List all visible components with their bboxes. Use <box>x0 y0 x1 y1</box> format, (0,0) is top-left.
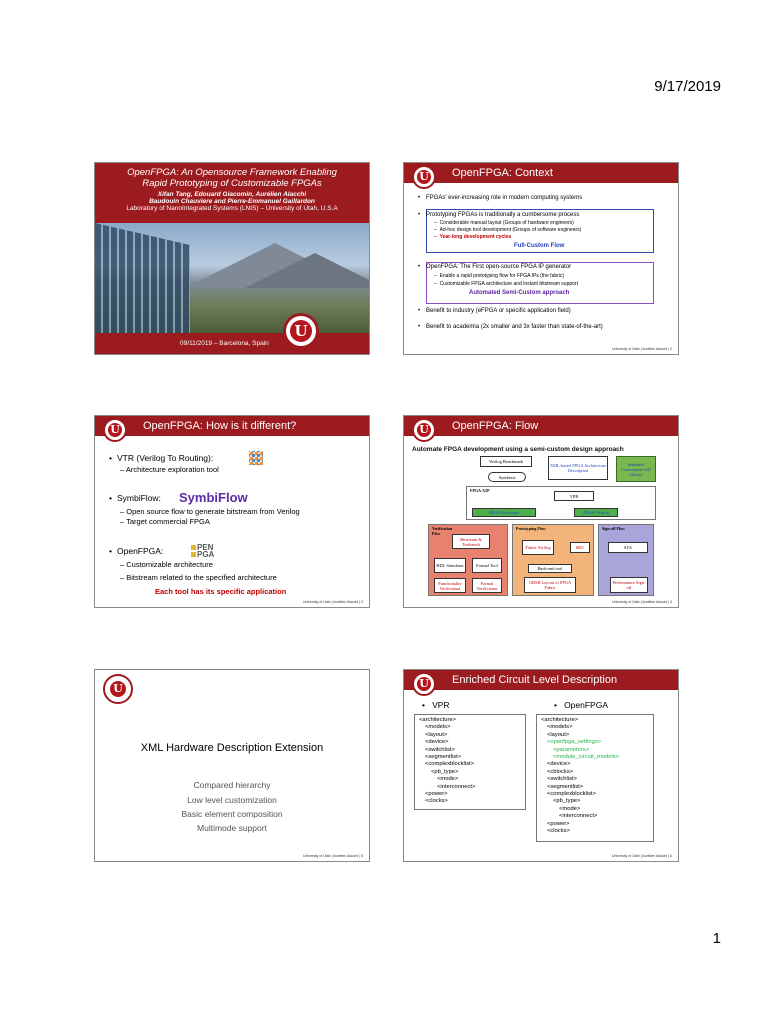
bullet-openfpga-sub-2: – Bitstream related to the specified architecture <box>120 573 277 582</box>
hdl-simulator-box: HDL Simulator <box>434 558 466 573</box>
topic-item: Low level customization <box>187 795 277 805</box>
xml-line-new: <module_circuit_models> <box>553 754 620 761</box>
xml-line: <mode> <box>437 776 459 783</box>
bitstream-testbench-box: Bitstream & Testbench <box>452 534 490 549</box>
xml-line: <power> <box>425 791 448 798</box>
campus-photo <box>95 223 369 333</box>
xml-line: <switchlist> <box>547 776 577 783</box>
xml-line: <clocks> <box>425 798 448 805</box>
xml-line: <layout> <box>425 731 448 738</box>
xml-line: <models> <box>547 724 573 731</box>
bullet-1: • FPGAs' ever-increasing role in modern computing systems <box>418 195 583 201</box>
verilog-benchmark-box: Verilog Benchmark <box>480 456 532 467</box>
formal-verification-box: Formal Verification <box>472 578 502 593</box>
formal-tool-box: Formal Tool <box>472 558 502 573</box>
bullet-2-sub-2: – Ad-hoc design tool development (Groups of software engineers) <box>434 227 582 233</box>
slide-6-circuit-description[interactable] <box>403 669 679 862</box>
slide-header: Enriched Circuit Level Description <box>404 670 678 690</box>
xml-line: <mode> <box>559 805 581 812</box>
functionality-verification-box: Functionality Verification <box>434 578 466 593</box>
xml-line: <cblocks> <box>547 768 574 775</box>
xml-line: <layout> <box>547 731 570 738</box>
utah-logo-icon: U <box>103 674 133 704</box>
gdsii-layout-box: GDSII Layout of FPGA Fabric <box>524 577 576 593</box>
verification-label: Verification Flow <box>432 526 453 536</box>
authors-line2: Baudouin Chauviere and Pierre-Emmanuel Gaillardon <box>149 198 315 205</box>
openfpga-xml-box <box>536 714 654 842</box>
bullet-symbiflow-sub-2: – Target commercial FPGA <box>120 517 210 526</box>
bullet-symbiflow: • SymbiFlow: <box>109 493 161 503</box>
bullet-2-sub-3: – Year-long development cycles <box>434 234 512 240</box>
slide-footer: University of Utah | Aurélien Alacchi | 3 <box>303 600 363 604</box>
sdc-box: SDC <box>570 542 590 553</box>
performance-signoff-box: Performance Sign-off <box>610 577 648 593</box>
utah-logo-icon: U <box>412 165 436 189</box>
slide-footer: University of Utah | Aurélien Alacchi | 5 <box>303 854 363 858</box>
page-number: 1 <box>712 930 721 947</box>
synthesis-box: Synthesis <box>488 472 526 482</box>
note-text: Each tool has its specific application <box>155 587 287 596</box>
xml-line: <switchlist> <box>425 746 455 753</box>
topic-item: Multimode support <box>197 823 267 833</box>
bullet-vtr-sub: – Architecture exploration tool <box>120 465 219 474</box>
xml-line: <device> <box>547 761 571 768</box>
xml-line: <device> <box>425 739 449 746</box>
slide-footer: University of Utah | Aurélien Alacchi | 2 <box>612 347 672 351</box>
backend-tool-box: Back-end tool <box>528 564 572 573</box>
xml-line: <complexblocklist> <box>425 761 474 768</box>
bullet-3-sub-2: – Customizable FPGA architecture and instant bitstream support <box>434 281 578 287</box>
slide-title-line2: Rapid Prototyping of Customizable FPGAs <box>142 178 322 189</box>
semi-custom-tag: Automated Semi-Custom approach <box>469 290 570 296</box>
topic-item: Compared hierarchy <box>193 780 271 790</box>
column-header-vpr: • VPR <box>422 700 450 710</box>
xml-arch-box: XML-based FPGA Architecture Description <box>548 456 608 480</box>
vpr-xml-box <box>414 714 526 810</box>
slide-header: OpenFPGA: Context <box>404 163 678 183</box>
slide-1-title[interactable] <box>94 162 370 355</box>
symbiflow-logo: SymbiFlow <box>179 490 248 505</box>
mountain-shape-2 <box>245 253 370 288</box>
column-header-openfpga: • OpenFPGA <box>554 700 608 710</box>
xml-line: <models> <box>425 724 451 731</box>
slide-title: XML Hardware Description Extension <box>140 742 324 754</box>
bullet-4: • Benefit to industry (eFPGA or specific application field) <box>418 308 571 314</box>
xml-line: <segmentlist> <box>425 754 462 761</box>
bullet-2-sub-1: – Considerable manual layout (Groups of hardware engineers) <box>434 220 574 226</box>
xml-line-new: <parameters> <box>553 746 590 753</box>
slide-4-flow[interactable] <box>403 415 679 608</box>
fpga-bitstream-box: FPGA-Bitstream <box>472 508 536 517</box>
glass-building-shape <box>95 223 190 333</box>
bullet-3-sub-1: – Enable a rapid prototyping flow for FPGA IPs (the fabric) <box>434 273 565 279</box>
slide-header: OpenFPGA: How is it different? <box>95 416 369 436</box>
vpr-box: VPR <box>554 491 594 501</box>
xml-line: <clocks> <box>547 828 570 835</box>
bullet-vtr: • VTR (Verilog To Routing): <box>109 453 214 463</box>
slide-3-comparison[interactable] <box>94 415 370 608</box>
print-date: 9/17/2019 <box>654 78 721 95</box>
slide-footer: University of Utah | Aurélien Alacchi | 4 <box>612 600 672 604</box>
openfpga-logo: PEN PGA <box>191 544 214 558</box>
std-cell-box: Standard/ Customized Cell Library <box>616 456 656 482</box>
bullet-2: • Prototyping FPGAs is traditionally a cumbersome process <box>418 212 580 218</box>
utah-logo-icon: U <box>412 418 436 442</box>
slide-5-xml-extension[interactable] <box>94 669 370 862</box>
xml-line: <architecture> <box>541 717 579 723</box>
slide-header: OpenFPGA: Flow <box>404 416 678 436</box>
xml-line: <segmentlist> <box>547 783 584 790</box>
x2p-label: FPGA-X2P <box>470 488 490 493</box>
xml-line: <power> <box>547 820 570 827</box>
signoff-label: Sign-off Flow <box>602 526 625 531</box>
title-banner <box>95 163 369 223</box>
bullet-5: • Benefit to academia (2x smaller and 3x faster than state-of-the-art) <box>418 324 603 330</box>
lab-affiliation: Laboratory of NanoIntegrated Systems (LNIS) – University of Utah, U.S.A <box>126 205 338 212</box>
xml-line: <pb_type> <box>431 768 459 775</box>
flow-subtitle: Automate FPGA development using a semi-custom design approach <box>412 446 624 453</box>
event-footer: 09/11/2019 – Barcelona, Spain <box>95 333 369 354</box>
bullet-openfpga-sub-1: – Customizable architecture <box>120 560 213 569</box>
bullet-openfpga: • OpenFPGA: <box>109 546 164 556</box>
xml-line: <complexblocklist> <box>547 791 596 798</box>
xml-line-new: <openfpga_settings> <box>547 739 602 746</box>
slide-footer: University of Utah | Aurélien Alacchi | 6 <box>612 854 672 858</box>
utah-logo-icon: U <box>412 672 436 696</box>
fabric-verilog-box: Fabric Verilog <box>522 540 554 555</box>
utah-logo-icon: U <box>283 313 319 349</box>
utah-logo-icon: U <box>103 418 127 442</box>
bullet-symbiflow-sub-1: – Open source flow to generate bitstream from Verilog <box>120 507 300 516</box>
topic-item: Basic element composition <box>181 809 283 819</box>
vtr-logo-icon <box>249 451 263 465</box>
xml-line: <architecture> <box>419 717 457 723</box>
xml-line: <pb_type> <box>553 798 581 805</box>
fpga-verilog-box: FPGA-Verilog <box>574 508 618 517</box>
xml-line: <interconnect> <box>437 783 476 790</box>
full-custom-tag: Full-Custom Flow <box>514 243 565 249</box>
xml-line: <interconnect> <box>559 813 598 820</box>
slide-title-line1: OpenFPGA: An Opensource Framework Enabling <box>127 167 337 178</box>
bullet-3: • OpenFPGA: The First open-source FPGA IP generator <box>418 264 572 270</box>
prototyping-label: Prototyping Flow <box>516 526 546 531</box>
sta-box: STA <box>608 542 648 553</box>
slide-2-context[interactable] <box>403 162 679 355</box>
authors-line1: Xifan Tang, Edouard Giacomin, Aurélien Alacchi <box>157 191 307 198</box>
